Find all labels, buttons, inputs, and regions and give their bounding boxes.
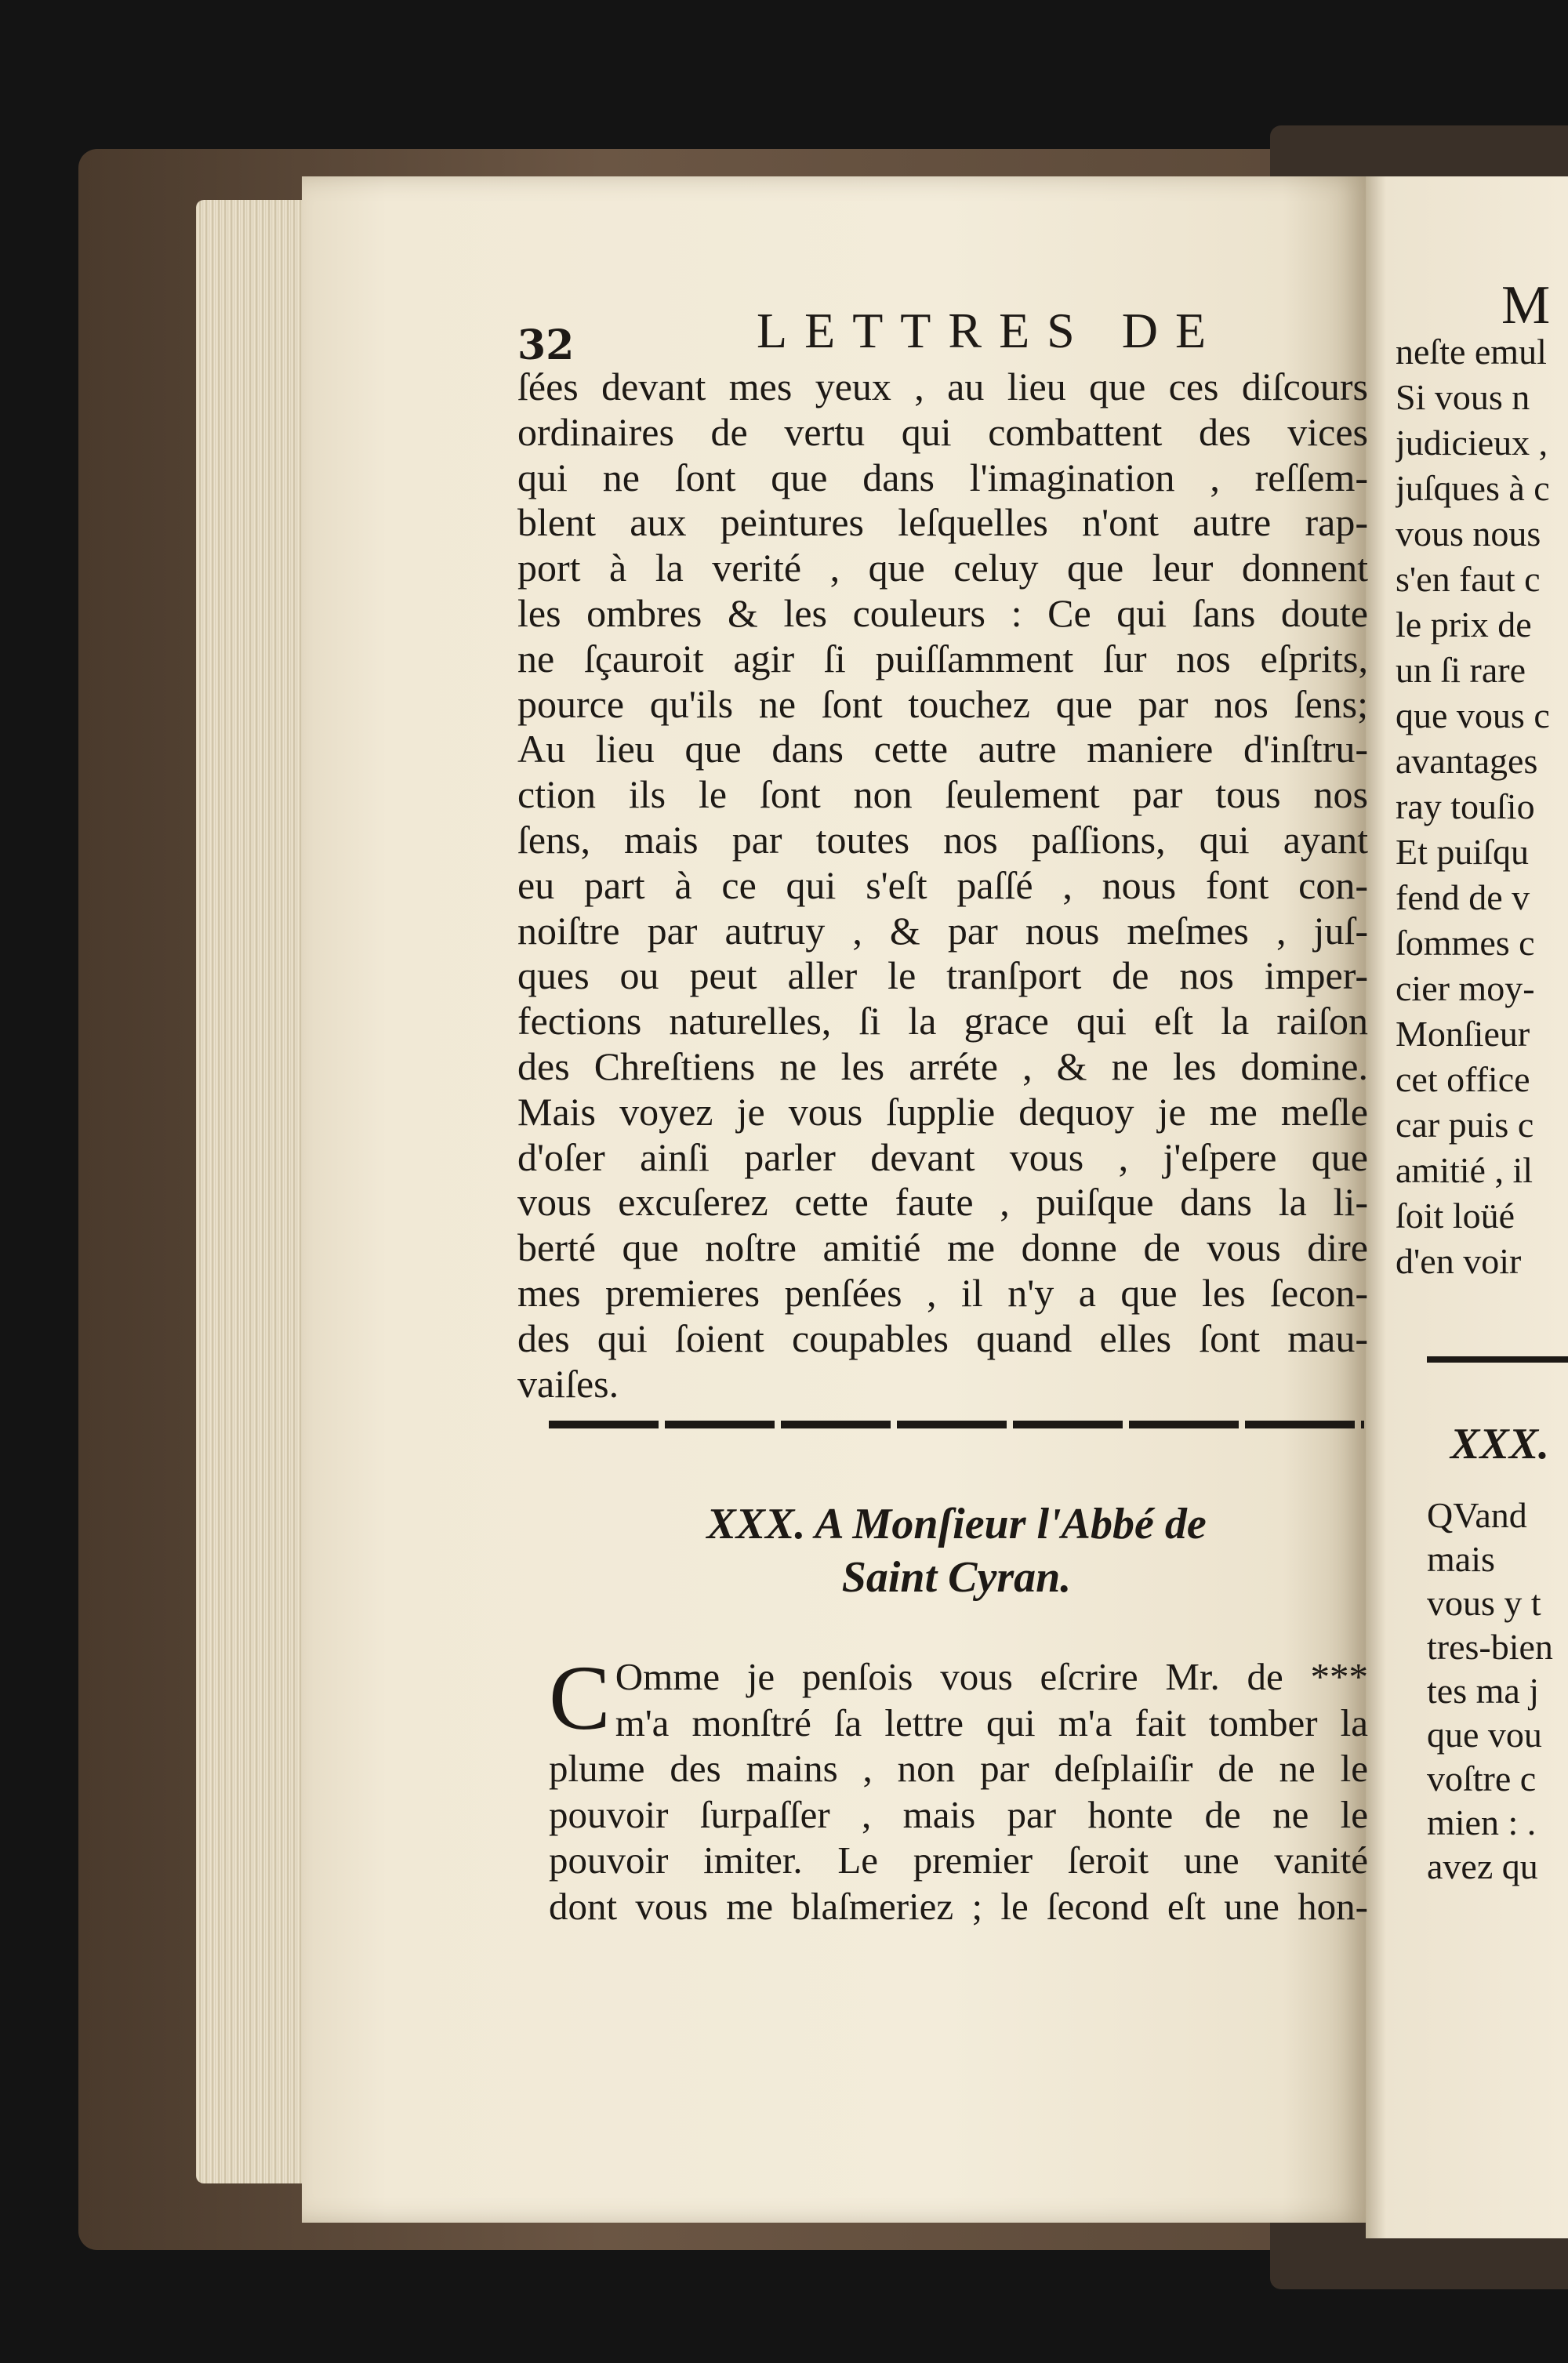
letter-heading-line: Saint Cyran. [841, 1553, 1072, 1602]
right-letter-text [1427, 1494, 1568, 1889]
letter-heading [549, 1497, 1364, 1604]
text-line: cier moy- [1396, 968, 1535, 1008]
text-line: Monſieur [1396, 1014, 1530, 1054]
text-line: d'en voir [1396, 1241, 1522, 1281]
text-line: avez qu [1427, 1846, 1538, 1886]
text-line: berté que noſtre amitié me donne de vous dire [517, 1225, 1368, 1270]
text-line: vous excuſerez cette faute , puiſque dans la li- [517, 1180, 1368, 1225]
text-line: des Chreſtiens ne les arréte , & ne les domine. [517, 1044, 1368, 1088]
right-running-head: M [1501, 275, 1551, 336]
text-line: neſte emul [1396, 332, 1547, 372]
letter-heading-line: XXX. A Monſieur l'Abbé de [706, 1500, 1207, 1548]
text-line: pouvoir imiter. Le premier ſeroit une vanité [549, 1838, 1368, 1882]
body-text [517, 365, 1368, 1407]
right-section-divider [1427, 1356, 1568, 1363]
page-number: 32 [517, 321, 575, 369]
text-line: mien : . [1427, 1802, 1537, 1842]
text-line: port à la verité , que celuy que leur donnent [517, 546, 1368, 590]
text-line: vaiſes. [517, 1361, 619, 1406]
text-line: avantages [1396, 741, 1538, 781]
text-line: ne ſçauroit agir ſi puiſſamment ſur nos eſprits, [517, 636, 1368, 681]
text-line: ction ils le ſont non ſeulement par tous nos [517, 772, 1368, 817]
text-line: Au lieu que dans cette autre maniere d'inſtru- [517, 727, 1368, 771]
text-line: car puis c [1396, 1105, 1534, 1145]
text-line: noiſtre par autruy , & par nous meſmes , juſ- [517, 908, 1368, 953]
text-line: qui ne ſont que dans l'imagination , reſſem- [517, 455, 1368, 499]
text-line: que vou [1427, 1715, 1542, 1755]
text-line: le prix de [1396, 604, 1532, 644]
text-line: QVand [1427, 1495, 1527, 1535]
drop-cap: C [549, 1646, 611, 1749]
text-line: dont vous me blaſmeriez ; le ſecond eſt une hon- [549, 1884, 1368, 1928]
text-line: Omme je penſois vous eſcrire Mr. de *** [615, 1655, 1368, 1698]
right-page-text [1396, 329, 1568, 1284]
text-line: pouvoir ſurpaſſer , mais par honte de ne le [549, 1792, 1368, 1836]
text-line: vous y t [1427, 1583, 1541, 1623]
text-line: plume des mains , non par deſplaiſir de ne le [549, 1747, 1368, 1790]
text-line: fections naturelles, ſi la grace qui eſt la raiſon [517, 999, 1368, 1044]
text-line: ſées devant mes yeux , au lieu que ces diſcours [517, 365, 1368, 408]
text-line: Et puiſqu [1396, 832, 1529, 872]
text-line: tres-bien [1427, 1627, 1553, 1667]
text-line: fend de v [1396, 877, 1530, 917]
text-line: ſommes c [1396, 923, 1535, 963]
text-line: tes ma j [1427, 1671, 1540, 1711]
text-line: juſques à c [1396, 468, 1550, 508]
text-line: judicieux , [1396, 423, 1548, 463]
text-line: d'oſer ainſi parler devant vous , j'eſpere que [517, 1134, 1368, 1179]
text-line: voſtre c [1427, 1759, 1537, 1799]
text-line: mes premieres penſées , il n'y a que les ſecon- [517, 1270, 1368, 1315]
text-line: ray touſio [1396, 786, 1535, 826]
text-line: s'en faut c [1396, 559, 1541, 599]
right-letter-heading: XXX. [1450, 1420, 1550, 1468]
section-divider [549, 1421, 1364, 1428]
text-line: m'a monſtré ſa lettre qui m'a fait tomber la [615, 1701, 1368, 1744]
text-line: eu part à ce qui s'eſt paſſé , nous font con- [517, 862, 1368, 907]
text-line: vous nous [1396, 514, 1541, 554]
text-line: mais [1427, 1539, 1495, 1579]
text-line: des qui ſoient coupables quand elles ſont mau- [517, 1316, 1368, 1360]
text-line: un ſi rare [1396, 650, 1526, 690]
text-line: cet office [1396, 1059, 1530, 1099]
letter-text [549, 1646, 1368, 1929]
text-line: les ombres & les couleurs : Ce qui ſans doute [517, 590, 1368, 635]
text-line: amitié , il [1396, 1150, 1534, 1190]
text-line: que vous c [1396, 695, 1550, 735]
page-edges [196, 200, 306, 2183]
running-head-title: LETTRES DE [757, 303, 1224, 358]
text-line: Si vous n [1396, 377, 1530, 417]
text-line: ſens, mais par toutes nos paſſions, qui ayant [517, 817, 1368, 862]
text-line: Mais voyez je vous ſupplie dequoy je me meſle [517, 1089, 1368, 1134]
text-line: ſoit loüé [1396, 1196, 1515, 1236]
text-line: ordinaires de vertu qui combattent des vices [517, 409, 1368, 454]
text-line: ques ou peut aller le tranſport de nos imper- [517, 953, 1368, 998]
text-line: blent aux peintures leſquelles n'ont autre rap- [517, 500, 1368, 545]
text-line: pource qu'ils ne ſont touchez que par nos ſens; [517, 681, 1368, 726]
